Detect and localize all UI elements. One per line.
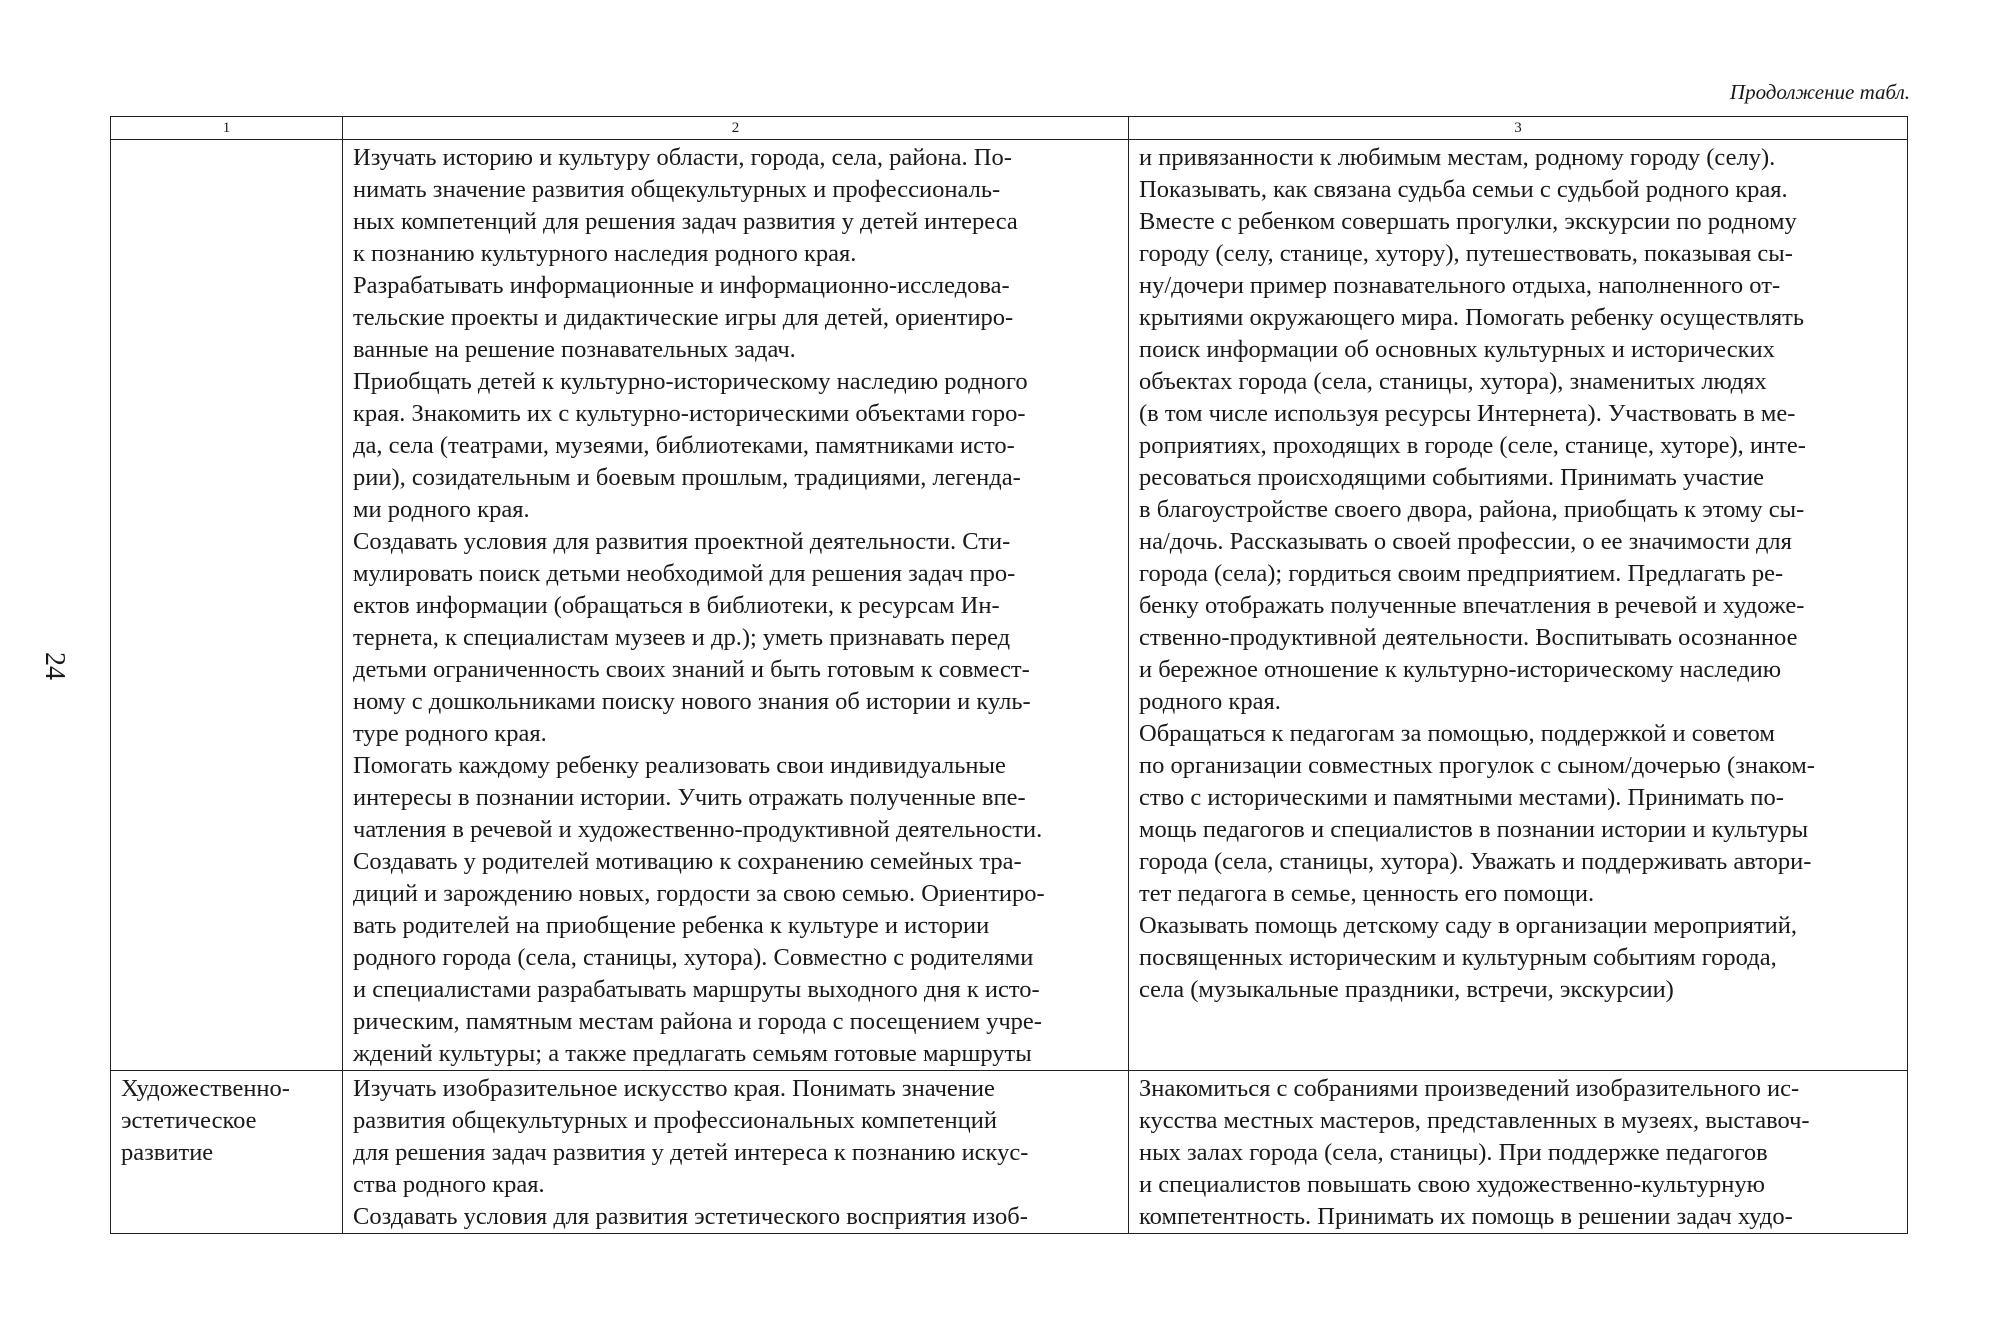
text-line: ных залах города (села, станицы). При поддержке педагогов: [1139, 1139, 1768, 1166]
text-line: городу (селу, станице, хутору), путешествовать, показывая сы-: [1139, 240, 1793, 267]
page-number: 24: [39, 652, 70, 680]
text-line: села (музыкальные праздники, встречи, экскурсии): [1139, 976, 1674, 1003]
text-line: ному с дошкольниками поиску нового знания об истории и куль-: [353, 688, 1031, 715]
text-line: туре родного края.: [353, 720, 547, 747]
text-line: ванные на решение познавательных задач.: [353, 336, 796, 363]
text-line: развитие: [121, 1139, 214, 1166]
parent-tasks-cell: [1129, 140, 1908, 1071]
text-line: ресоваться происходящими событиями. Принимать участие: [1139, 464, 1764, 491]
text-line: компетентность. Принимать их помощь в решении задач худо-: [1139, 1203, 1793, 1230]
text-line: ектов информации (обращаться в библиотеки, к ресурсам Ин-: [353, 592, 1000, 619]
text-line: поиск информации об основных культурных и исторических: [1139, 336, 1775, 363]
row-label-cell: [111, 1071, 343, 1234]
text-line: Разрабатывать информационные и информационно-исследова-: [353, 272, 1010, 299]
text-line: посвященных историческим и культурным событиям города,: [1139, 944, 1777, 971]
text-line: ственно-продуктивной деятельности. Воспитывать осознанное: [1139, 624, 1798, 651]
text-line: развития общекультурных и профессиональных компетенций: [353, 1107, 997, 1134]
text-line: ми родного края.: [353, 496, 530, 523]
text-line: Оказывать помощь детскому саду в организации мероприятий,: [1139, 912, 1797, 939]
text-line: объектах города (села, станицы, хутора), знаменитых людях: [1139, 368, 1767, 395]
text-line: бенку отображать полученные впечатления в речевой и художе-: [1139, 592, 1805, 619]
text-line: ства родного края.: [353, 1171, 545, 1198]
content-table: [110, 116, 1908, 1234]
text-line: Помогать каждому ребенку реализовать свои индивидуальные: [353, 752, 1006, 779]
text-line: Вместе с ребенком совершать прогулки, экскурсии по родному: [1139, 208, 1797, 235]
text-line: ну/дочери пример познавательного отдыха, наполненного от-: [1139, 272, 1781, 299]
text-line: Знакомиться с собраниями произведений изобразительного ис-: [1139, 1075, 1800, 1102]
text-line: роприятиях, проходящих в городе (селе, станице, хуторе), инте-: [1139, 432, 1806, 459]
text-line: на/дочь. Рассказывать о своей профессии, о ее значимости для: [1139, 528, 1792, 555]
parent-tasks-cell: [1129, 1071, 1908, 1234]
text-line: рии), созидательным и боевым прошлым, традициями, легенда-: [353, 464, 1021, 491]
text-line: интересы в познании истории. Учить отражать полученные впе-: [353, 784, 1026, 811]
row-label-cell: [111, 140, 343, 1071]
text-line: вать родителей на приобщение ребенка к культуре и истории: [353, 912, 990, 939]
text-line: мулировать поиск детьми необходимой для решения задач про-: [353, 560, 1016, 587]
text-line: нимать значение развития общекультурных и профессиональ-: [353, 176, 1001, 203]
text-line: тельские проекты и дидактические игры для детей, ориентиро-: [353, 304, 1014, 331]
text-line: и специалистов повышать свою художественно-культурную: [1139, 1171, 1765, 1198]
text-line: Изучать изобразительное искусство края. Понимать значение: [353, 1075, 995, 1102]
text-line: для решения задач развития у детей интереса к познанию искус-: [353, 1139, 1029, 1166]
continuation-caption: Продолжение табл.: [1729, 80, 1910, 104]
text-line: крытиями окружающего мира. Помогать ребенку осуществлять: [1139, 304, 1805, 331]
column-number: 2: [343, 117, 1129, 140]
text-line: города (села, станицы, хутора). Уважать и поддерживать автори-: [1139, 848, 1812, 875]
text-line: Изучать историю и культуру области, города, села, района. По-: [353, 144, 1012, 171]
text-line: в благоустройстве своего двора, района, приобщать к этому сы-: [1139, 496, 1805, 523]
teacher-tasks-cell: [343, 140, 1129, 1071]
text-line: и бережное отношение к культурно-историческому наследию: [1139, 656, 1782, 683]
text-line: Художественно-: [121, 1075, 290, 1102]
text-line: родного города (села, станицы, хутора). Совместно с родителями: [353, 944, 1034, 971]
text-line: (в том числе используя ресурсы Интернета). Участвовать в ме-: [1139, 400, 1796, 427]
column-number-row: [111, 117, 1908, 140]
text-line: города (села); гордиться своим предприятием. Предлагать ре-: [1139, 560, 1784, 587]
text-line: эстетическое: [121, 1107, 257, 1134]
text-line: и специалистами разрабатывать маршруты выходного дня к исто-: [353, 976, 1040, 1003]
text-line: чатления в речевой и художественно-продуктивной деятельности.: [353, 816, 1043, 843]
text-line: детьми ограниченность своих знаний и быть готовым к совмест-: [353, 656, 1030, 683]
table-row: [111, 1071, 1908, 1234]
text-line: кусства местных мастеров, представленных в музеях, выставоч-: [1139, 1107, 1810, 1134]
text-line: по организации совместных прогулок с сыном/дочерью (знаком-: [1139, 752, 1815, 779]
text-line: Создавать условия для развития эстетического восприятия изоб-: [353, 1203, 1028, 1230]
column-number: 3: [1129, 117, 1908, 140]
text-line: ждений культуры; а также предлагать семьям готовые маршруты: [353, 1040, 1032, 1067]
text-line: рическим, памятным местам района и города с посещением учре-: [353, 1008, 1042, 1035]
text-line: ство с историческими и памятными местами). Принимать по-: [1139, 784, 1784, 811]
teacher-tasks-cell: [343, 1071, 1129, 1234]
text-line: тернета, к специалистам музеев и др.); уметь признавать перед: [353, 624, 1011, 651]
text-line: тет педагога в семье, ценность его помощи.: [1139, 880, 1595, 907]
table-row: [111, 140, 1908, 1071]
text-line: Обращаться к педагогам за помощью, поддержкой и советом: [1139, 720, 1775, 747]
text-line: края. Знакомить их с культурно-историческими объектами горо-: [353, 400, 1026, 427]
text-line: ных компетенций для решения задач развития у детей интереса: [353, 208, 1018, 235]
text-line: и привязанности к любимым местам, родному городу (селу).: [1139, 144, 1776, 171]
column-number: 1: [111, 117, 343, 140]
text-line: мощь педагогов и специалистов в познании истории и культуры: [1139, 816, 1809, 843]
text-line: Создавать условия для развития проектной деятельности. Сти-: [353, 528, 1011, 555]
text-line: да, села (театрами, музеями, библиотеками, памятниками исто-: [353, 432, 1015, 459]
text-line: родного края.: [1139, 688, 1281, 715]
text-line: Создавать у родителей мотивацию к сохранению семейных тра-: [353, 848, 1022, 875]
text-line: Приобщать детей к культурно-историческому наследию родного: [353, 368, 1028, 395]
text-line: Показывать, как связана судьба семьи с судьбой родного края.: [1139, 176, 1788, 203]
text-line: диций и зарождению новых, гордости за свою семью. Ориентиро-: [353, 880, 1045, 907]
text-line: к познанию культурного наследия родного края.: [353, 240, 857, 267]
